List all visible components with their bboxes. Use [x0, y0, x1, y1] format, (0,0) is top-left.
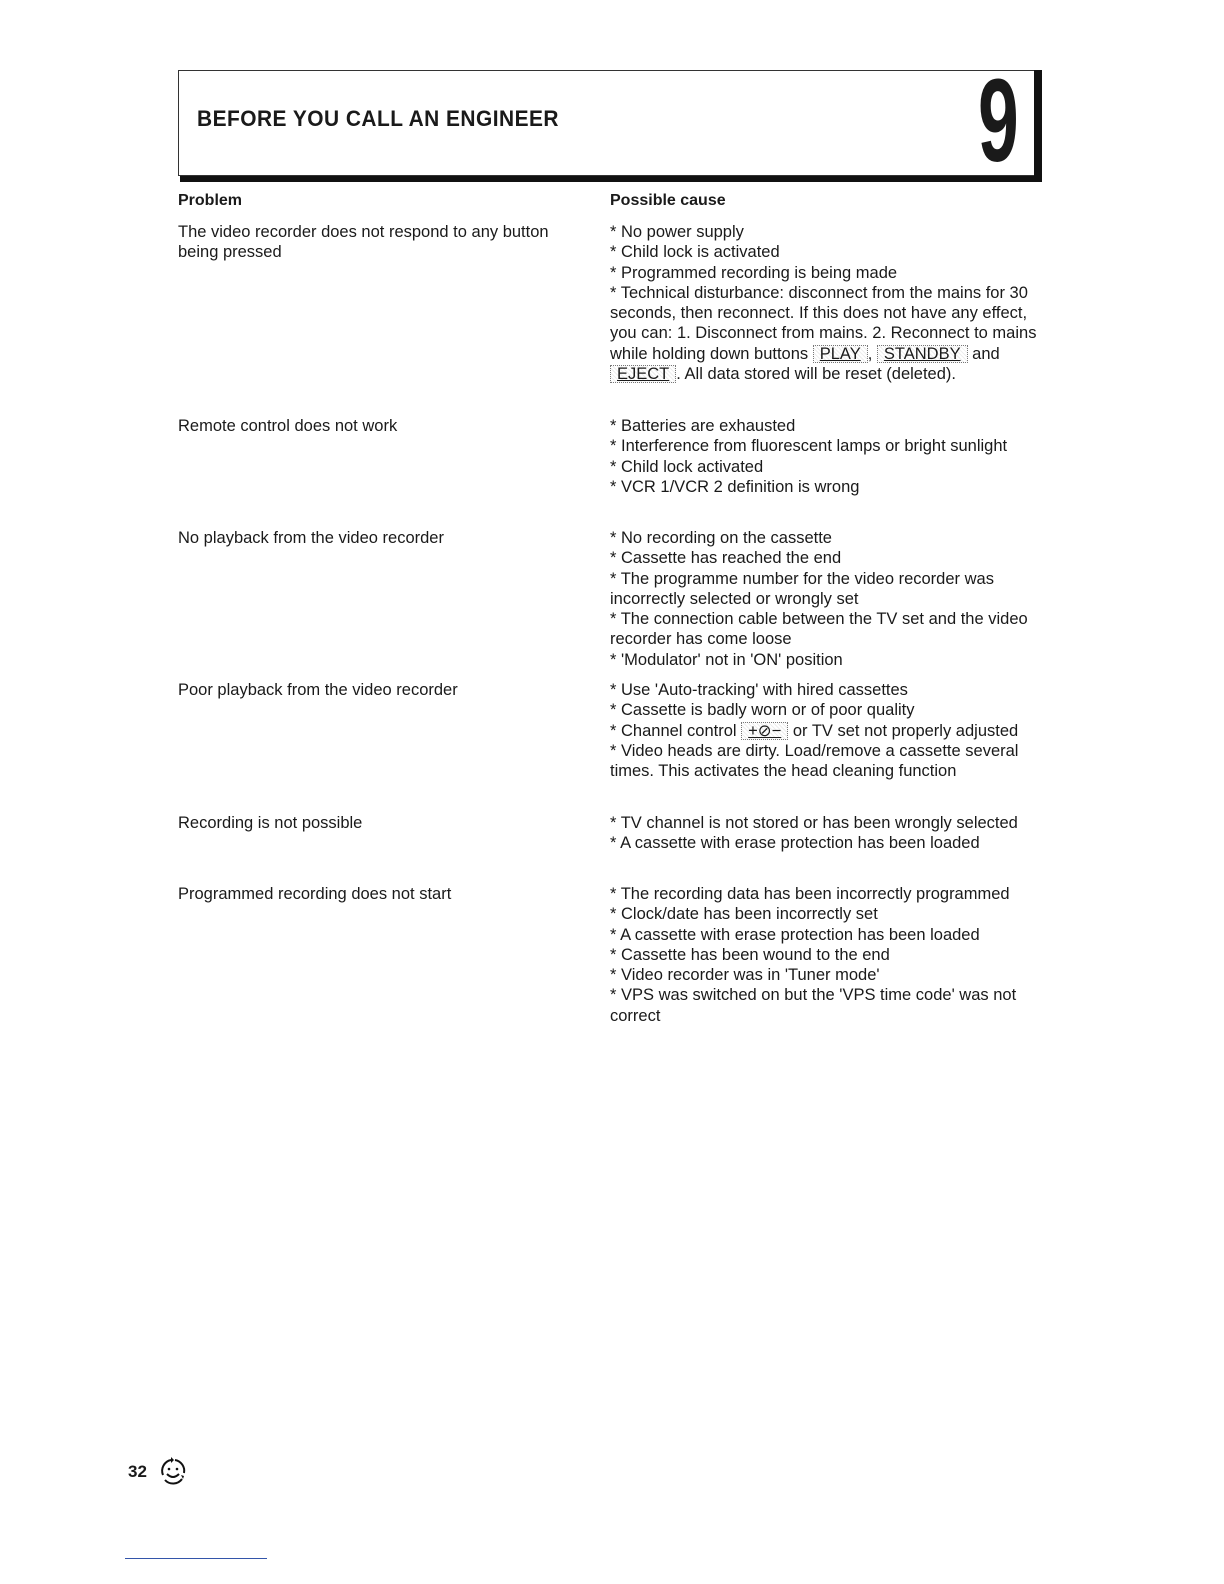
problem-text: The video recorder does not respond to any button being pressed	[178, 223, 549, 262]
cause-item	[610, 222, 1042, 242]
vcr-button-label: PLAY	[813, 345, 868, 363]
cause-text: * Child lock activated	[610, 457, 764, 476]
cause-text: * Technical disturbance: disconnect from the mains for 30 seconds, then reconnect. If this does not have any effect, you can: 1. Disconnect from mains. 2. Reconnect to mains while holding down buttons	[610, 283, 1037, 363]
cause-item	[610, 436, 1042, 456]
cause-item	[610, 945, 1042, 965]
vcr-button-label: STANDBY	[877, 345, 968, 363]
page-number: 32	[128, 1462, 147, 1481]
cause-text: * Child lock is activated	[610, 243, 780, 262]
cause-text: * Batteries are exhausted	[610, 417, 796, 435]
cause-item	[610, 609, 1042, 650]
cause-list	[610, 528, 1042, 670]
cause-list	[610, 813, 1042, 854]
cause-item	[610, 263, 1042, 283]
problem-text: No playback from the video recorder	[178, 529, 444, 547]
cause-list	[610, 222, 1042, 384]
cause-item	[610, 283, 1042, 384]
cause-text: * Channel control	[610, 721, 742, 740]
cause-item	[610, 884, 1042, 904]
problem-text: Programmed recording does not start	[178, 885, 452, 903]
cause-text: * No power supply	[610, 223, 744, 241]
cause-item	[610, 242, 1042, 262]
chapter-rule	[1034, 70, 1042, 182]
chapter-number: 9	[978, 55, 1019, 187]
problem-text: Remote control does not work	[178, 417, 398, 435]
cause-text: * Video heads are dirty. Load/remove a cassette several times. This activates the head cleaning function	[610, 741, 1019, 781]
cause-text: * Video recorder was in 'Tuner mode'	[610, 966, 880, 985]
vcr-button-label: +⊘−	[741, 722, 788, 740]
cause-text: * VPS was switched on but the 'VPS time code' was not correct	[610, 986, 1017, 1025]
cause-text: * The connection cable between the TV set and the video recorder has come loose	[610, 610, 1028, 649]
cause-item	[610, 477, 1042, 497]
cause-item	[610, 721, 1042, 741]
cause-item	[610, 833, 1042, 853]
cause-text: * Clock/date has been incorrectly set	[610, 905, 878, 924]
problem-text: Recording is not possible	[178, 814, 363, 832]
cause-list	[610, 680, 1042, 781]
cause-text: * The programme number for the video recorder was incorrectly selected or wrongly set	[610, 569, 994, 608]
cause-text: * No recording on the cassette	[610, 529, 832, 547]
cause-item	[610, 680, 1042, 700]
cause-text: * Use 'Auto-tracking' with hired cassettes	[610, 681, 908, 699]
problem-column-header: Problem	[178, 192, 243, 209]
cause-text: * VCR 1/VCR 2 definition is wrong	[610, 477, 860, 496]
cause-item	[610, 985, 1042, 1026]
cause-text: and	[967, 344, 1000, 363]
recycle-smiley-icon	[157, 1455, 189, 1487]
cause-text: * Cassette has been wound to the end	[610, 945, 890, 964]
footer-rule	[125, 1558, 267, 1559]
cause-item	[610, 904, 1042, 924]
cause-item	[610, 813, 1042, 833]
cause-item	[610, 650, 1042, 670]
cause-item	[610, 925, 1042, 945]
cause-list	[610, 884, 1042, 1026]
cause-list	[610, 416, 1042, 497]
cause-item	[610, 457, 1042, 477]
cause-text: * Cassette is badly worn or of poor quality	[610, 701, 915, 720]
cause-text: * Cassette has reached the end	[610, 549, 842, 568]
cause-column-header: Possible cause	[610, 192, 726, 209]
cause-item	[610, 965, 1042, 985]
cause-text: * A cassette with erase protection has been loaded	[610, 925, 980, 944]
cause-text: * Interference from fluorescent lamps or bright sunlight	[610, 437, 1008, 456]
header-underline	[180, 176, 1042, 182]
cause-text: . All data stored will be reset (deleted).	[676, 365, 956, 384]
cause-text: or TV set not properly adjusted	[788, 721, 1019, 740]
cause-text: ,	[867, 344, 877, 363]
vcr-button-label: EJECT	[610, 365, 676, 383]
cause-item	[610, 416, 1042, 436]
page-title: BEFORE YOU CALL AN ENGINEER	[197, 106, 559, 131]
cause-text: * The recording data has been incorrectly programmed	[610, 885, 1010, 903]
problem-text: Poor playback from the video recorder	[178, 681, 458, 699]
cause-text: * 'Modulator' not in 'ON' position	[610, 650, 843, 669]
cause-item	[610, 569, 1042, 610]
cause-item	[610, 548, 1042, 568]
cause-item	[610, 741, 1042, 782]
cause-item	[610, 700, 1042, 720]
cause-text: * A cassette with erase protection has been loaded	[610, 834, 980, 853]
cause-item	[610, 528, 1042, 548]
cause-text: * TV channel is not stored or has been wrongly selected	[610, 814, 1018, 832]
cause-text: * Programmed recording is being made	[610, 263, 898, 282]
